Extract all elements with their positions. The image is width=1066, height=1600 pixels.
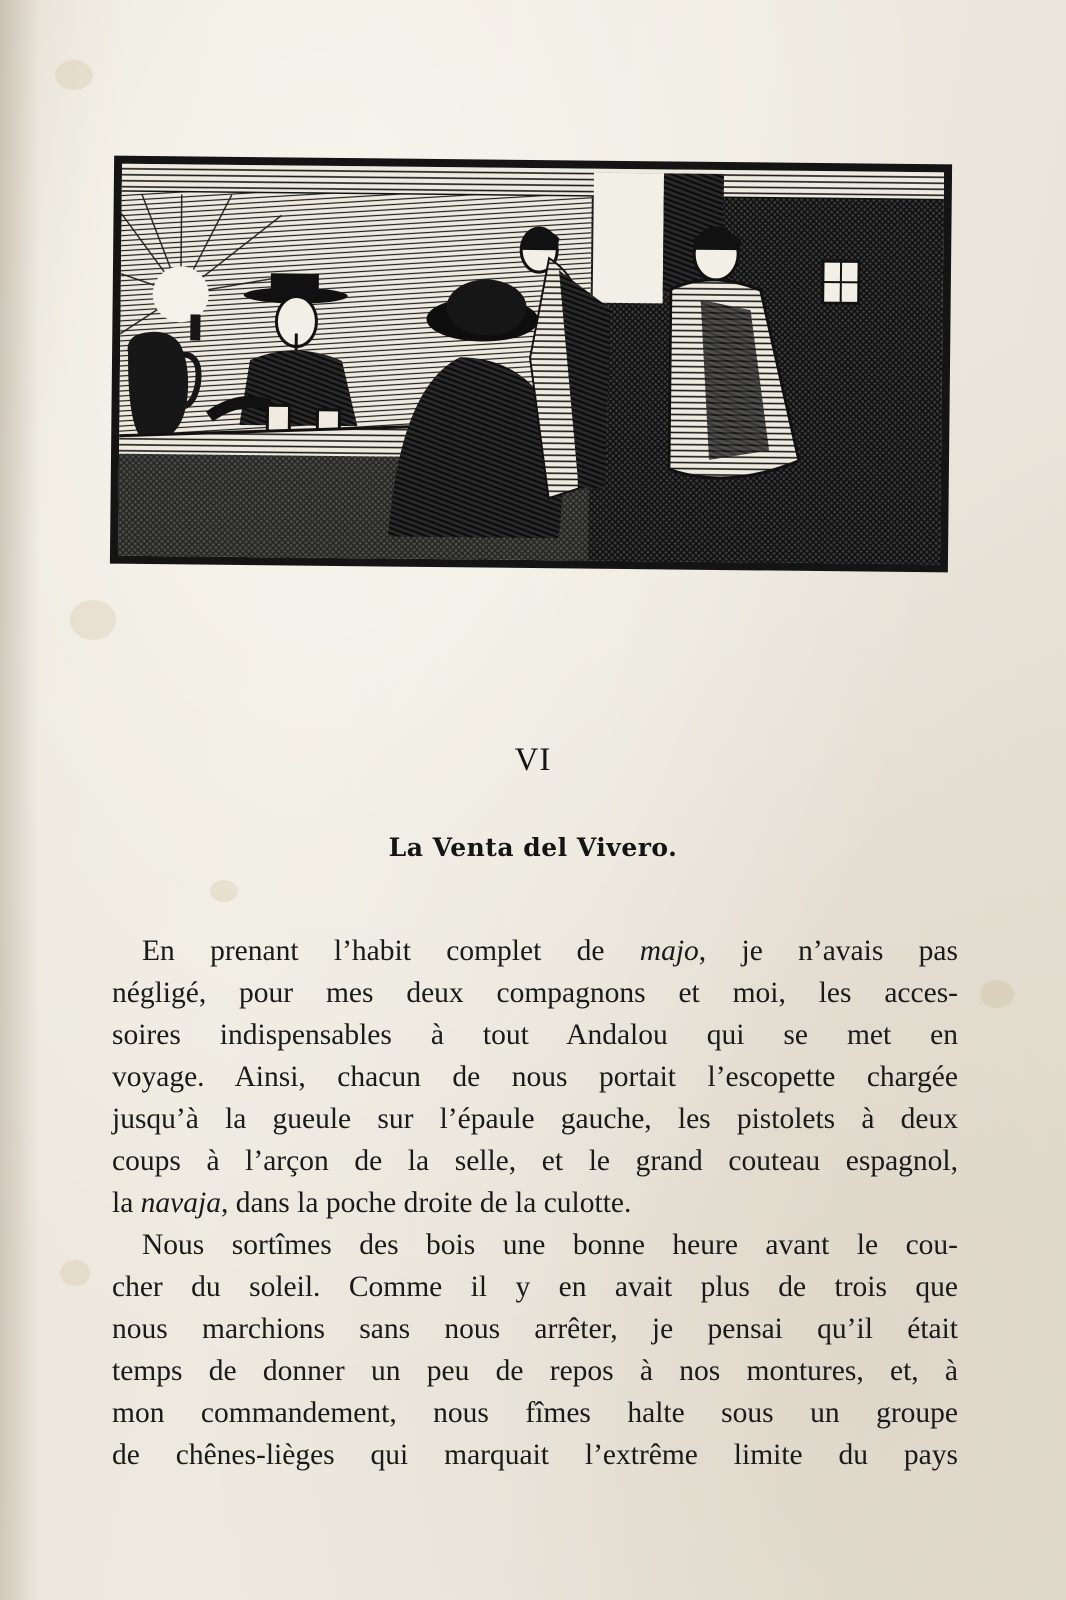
text-line: négligé, pour mes deux compagnons et moi, les acces- [112,977,958,1009]
text-line: nous marchions sans nous arrêter, je pensai qu’il était [112,1313,958,1345]
foxing-stain [55,60,93,90]
text-line: mon commandement, nous fîmes halte sous un groupe [112,1397,958,1429]
foxing-stain [980,980,1014,1008]
text-line: soires indispensables à tout Andalou qui se met en [112,1019,958,1051]
foxing-stain [60,1260,90,1286]
text-line: voyage. Ainsi, chacun de nous portait l’escopette chargée [112,1061,958,1093]
text-line: temps de donner un peu de repos à nos montures, et, à [112,1355,958,1387]
text-line: Nous sortîmes des bois une bonne heure avant le cou- [142,1229,958,1261]
chapter-number: VI [514,742,552,778]
text-line: cher du soleil. Comme il y en avait plus de trois que [112,1271,958,1303]
chapter-title: La Venta del Vivero. [388,833,678,862]
text-line: jusqu’à la gueule sur l’épaule gauche, les pistolets à deux [112,1103,958,1135]
foxing-stain [70,600,116,640]
page-gutter-shadow [0,0,40,1600]
text-line: de chênes-lièges qui marquait l’extrême limite du pays [112,1439,958,1471]
paragraph [112,1224,958,1476]
text-line: la navaja, dans la poche droite de la culotte. [112,1187,632,1219]
text-line: En prenant l’habit complet de majo, je n’avais pas [142,935,958,967]
paragraph [112,930,958,1224]
foxing-stain [210,880,238,902]
woodcut-tavern-scene-icon [108,154,954,575]
chapter-body-text [112,930,958,1476]
italic-term: majo [639,935,699,967]
text-line: coups à l’arçon de la selle, et le grand couteau espagnol, [112,1145,958,1177]
italic-term: navaja [140,1187,221,1219]
